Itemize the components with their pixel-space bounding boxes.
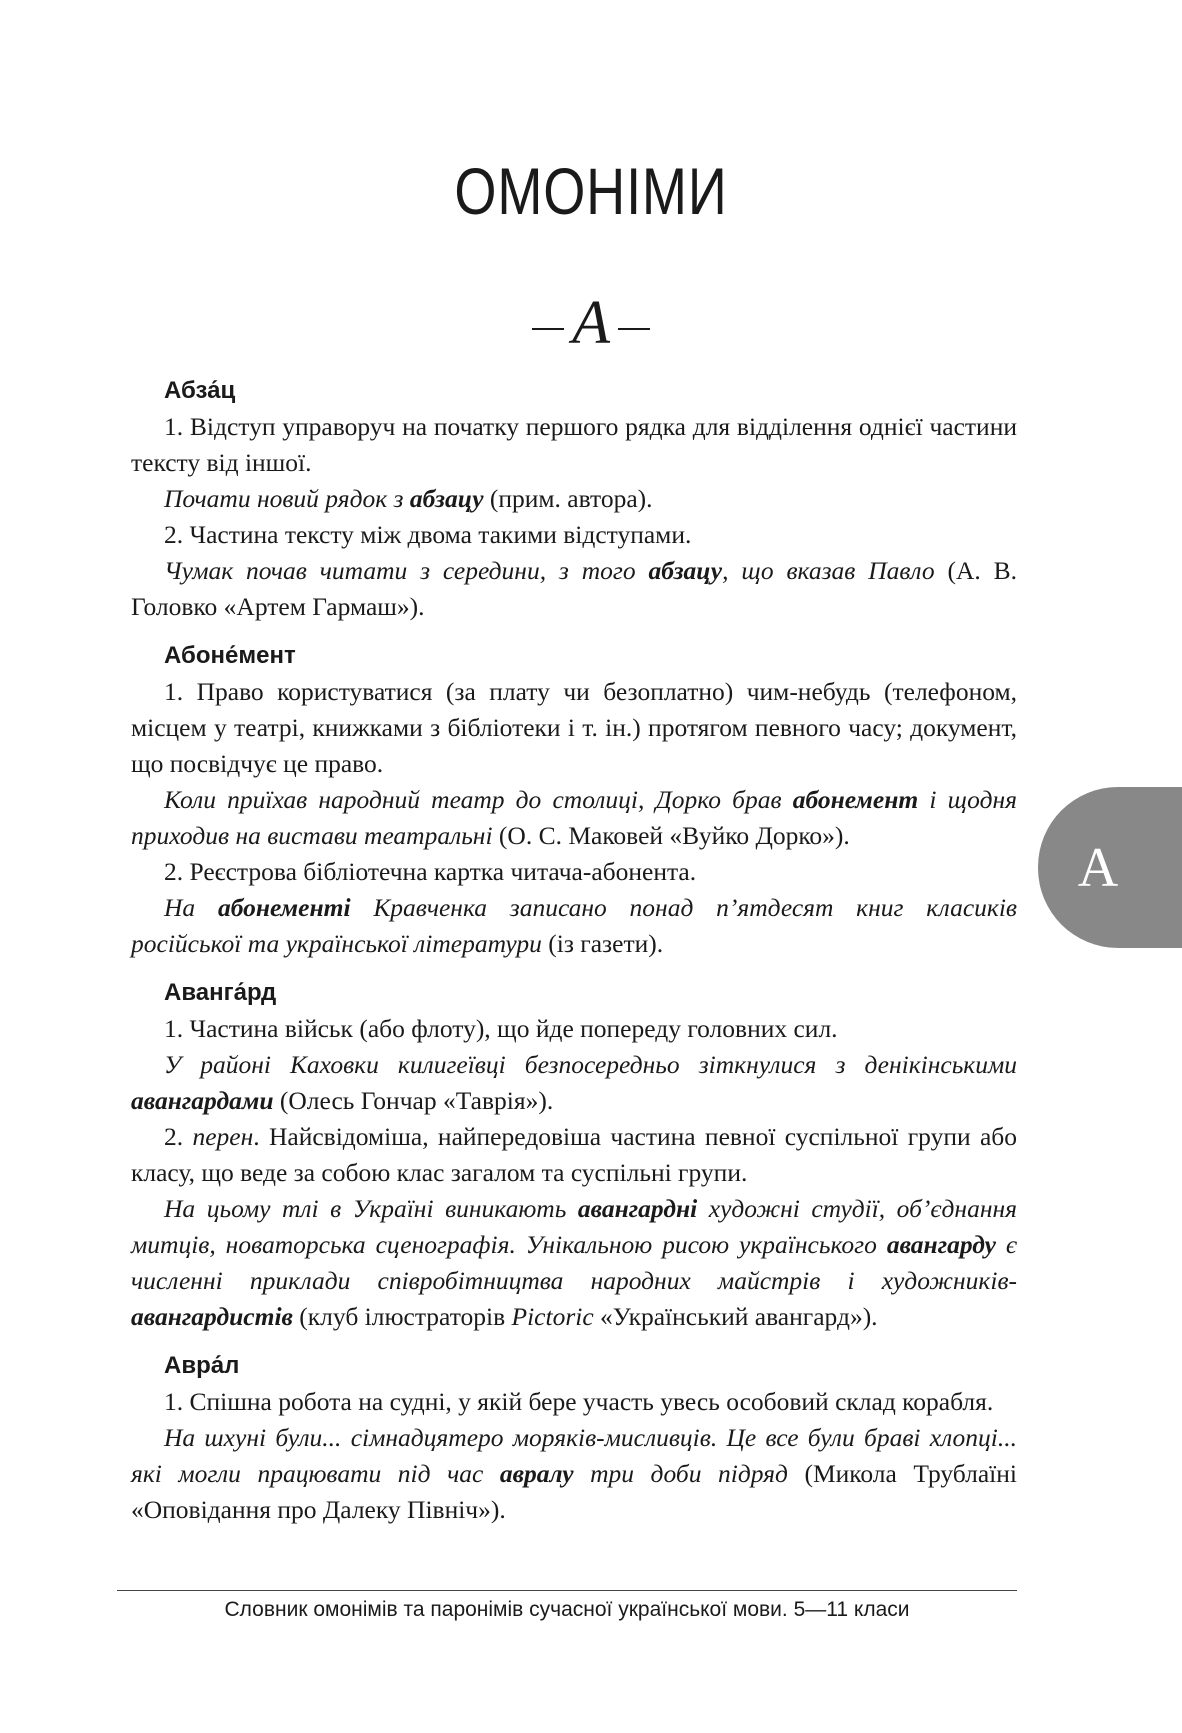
source-citation: «Український авангард»). [593, 1302, 878, 1331]
text-segment: 2. Реєстрова бібліотечна картка читача-абонента. [164, 857, 697, 886]
text-segment: художні студії, об’єднання митців, новаторська сценографія. Унікальною рисою українського [131, 1194, 1017, 1259]
text-segment: Кравченка записано понад п’ятдесят книг класиків російської та української літератури [131, 893, 1018, 958]
dictionary-entry [131, 975, 1017, 1335]
definition [131, 674, 1017, 782]
text-segment: Pictoric [511, 1302, 594, 1331]
entry-headword: Аванга́рд [164, 979, 277, 1006]
dictionary-entry [131, 1348, 1017, 1528]
text-segment: У районі Каховки килигеївці безпосередньо зіткнулися з денікінськими [164, 1050, 1017, 1079]
text-segment: 1. Право користуватися (за плату чи безоплатно) чим-небудь (телефоном, місцем у театрі, книжками з бібліотеки і т. ін.) протягом певного часу; документ, що посвідчує це право. [131, 677, 1017, 778]
letter-heading [0, 289, 1182, 357]
text-segment: 2. [164, 1122, 193, 1151]
thumb-index-letter: А [1077, 836, 1119, 899]
dictionary-entries [131, 373, 1017, 1541]
text-segment: є численні приклади співробітництва народних майстрів і художників- [131, 1230, 1018, 1295]
text-segment: На цьому тлі в Україні виникають [164, 1194, 578, 1223]
usage-example [131, 1191, 1017, 1335]
source-citation: (клуб ілюстраторів [292, 1302, 512, 1331]
text-segment: 1. Частина військ (або флоту), що йде попереду головних сил. [164, 1014, 838, 1043]
text-segment: , що вказав Павло [722, 556, 935, 585]
headword-occurrence: авангардистів [131, 1302, 293, 1331]
source-citation: (Микола Трублаїні «Оповідання про Далеку Північ»). [131, 1459, 1017, 1524]
usage-example [131, 481, 1017, 517]
headword-occurrence: авангардами [131, 1086, 274, 1115]
headword-occurrence: абзацу [409, 484, 484, 513]
text-segment: і щодня приходив на вистави театральні [131, 785, 1017, 850]
headword-occurrence: авангардні [577, 1194, 698, 1223]
footer-rule [117, 1590, 1017, 1591]
definition [131, 1011, 1017, 1047]
text-segment: 1. Відступ управоруч на початку першого рядка для відділення однієї частини тексту від іншої. [131, 412, 1017, 477]
source-citation: (О. С. Маковей «Вуйко Дорко»). [492, 821, 850, 850]
definition [131, 1119, 1017, 1191]
definition [131, 1384, 1017, 1420]
text-segment: Почати новий рядок з [164, 484, 410, 513]
headword-occurrence: авралу [499, 1459, 574, 1488]
headword-occurrence: абонементі [217, 893, 351, 922]
entry-headword: Авра́л [164, 1352, 240, 1379]
text-segment: . Найсвідоміша, найпередовіша частина певної суспільної групи або класу, що веде за собою клас загалом та суспільні групи. [131, 1122, 1018, 1187]
usage-example [131, 1047, 1017, 1119]
definition [131, 517, 1017, 553]
text-segment: 2. Частина тексту між двома такими відступами. [164, 520, 692, 549]
text-segment: Чумак почав читати з середини, з того [164, 556, 649, 585]
entry-headword: Абоне́мент [164, 642, 296, 669]
usage-example [131, 553, 1017, 625]
headword-occurrence: абзацу [648, 556, 723, 585]
source-citation: (із газети). [541, 929, 664, 958]
definition [131, 409, 1017, 481]
usage-example [131, 1420, 1017, 1528]
letter-heading-text: А [572, 289, 610, 357]
definition [131, 854, 1017, 890]
letter-dash-right [618, 328, 650, 330]
headword-occurrence: абонемент [792, 785, 919, 814]
letter-dash-left [532, 328, 564, 330]
text-segment: Коли приїхав народний театр до столиці, Дорко брав [164, 785, 793, 814]
chapter-title: ОМОНІМИ [454, 154, 728, 228]
usage-example [131, 782, 1017, 854]
dictionary-entry [131, 638, 1017, 962]
usage-example [131, 890, 1017, 962]
footer-text: Словник омонімів та паронімів сучасної української мови. 5—11 класи [224, 1598, 910, 1621]
dictionary-entry [131, 373, 1017, 625]
text-segment: перен [192, 1122, 254, 1151]
thumb-index-tab [1038, 787, 1182, 948]
source-citation: (прим. автора). [483, 484, 653, 513]
text-segment: На [164, 893, 218, 922]
source-citation: (Олесь Гончар «Таврія»). [273, 1086, 554, 1115]
text-segment: 1. Спішна робота на судні, у якій бере участь увесь особовий склад корабля. [164, 1387, 994, 1416]
source-citation: (А. В. Головко «Артем Гармаш»). [131, 556, 1017, 621]
text-segment: три доби підряд [573, 1459, 788, 1488]
text-segment: На шхуні були... сімнадцятеро моряків-мисливців. Це все були браві хлопці... які могли працювати під час [131, 1423, 1017, 1488]
entry-headword: Абза́ц [164, 377, 236, 404]
headword-occurrence: авангарду [886, 1230, 996, 1259]
